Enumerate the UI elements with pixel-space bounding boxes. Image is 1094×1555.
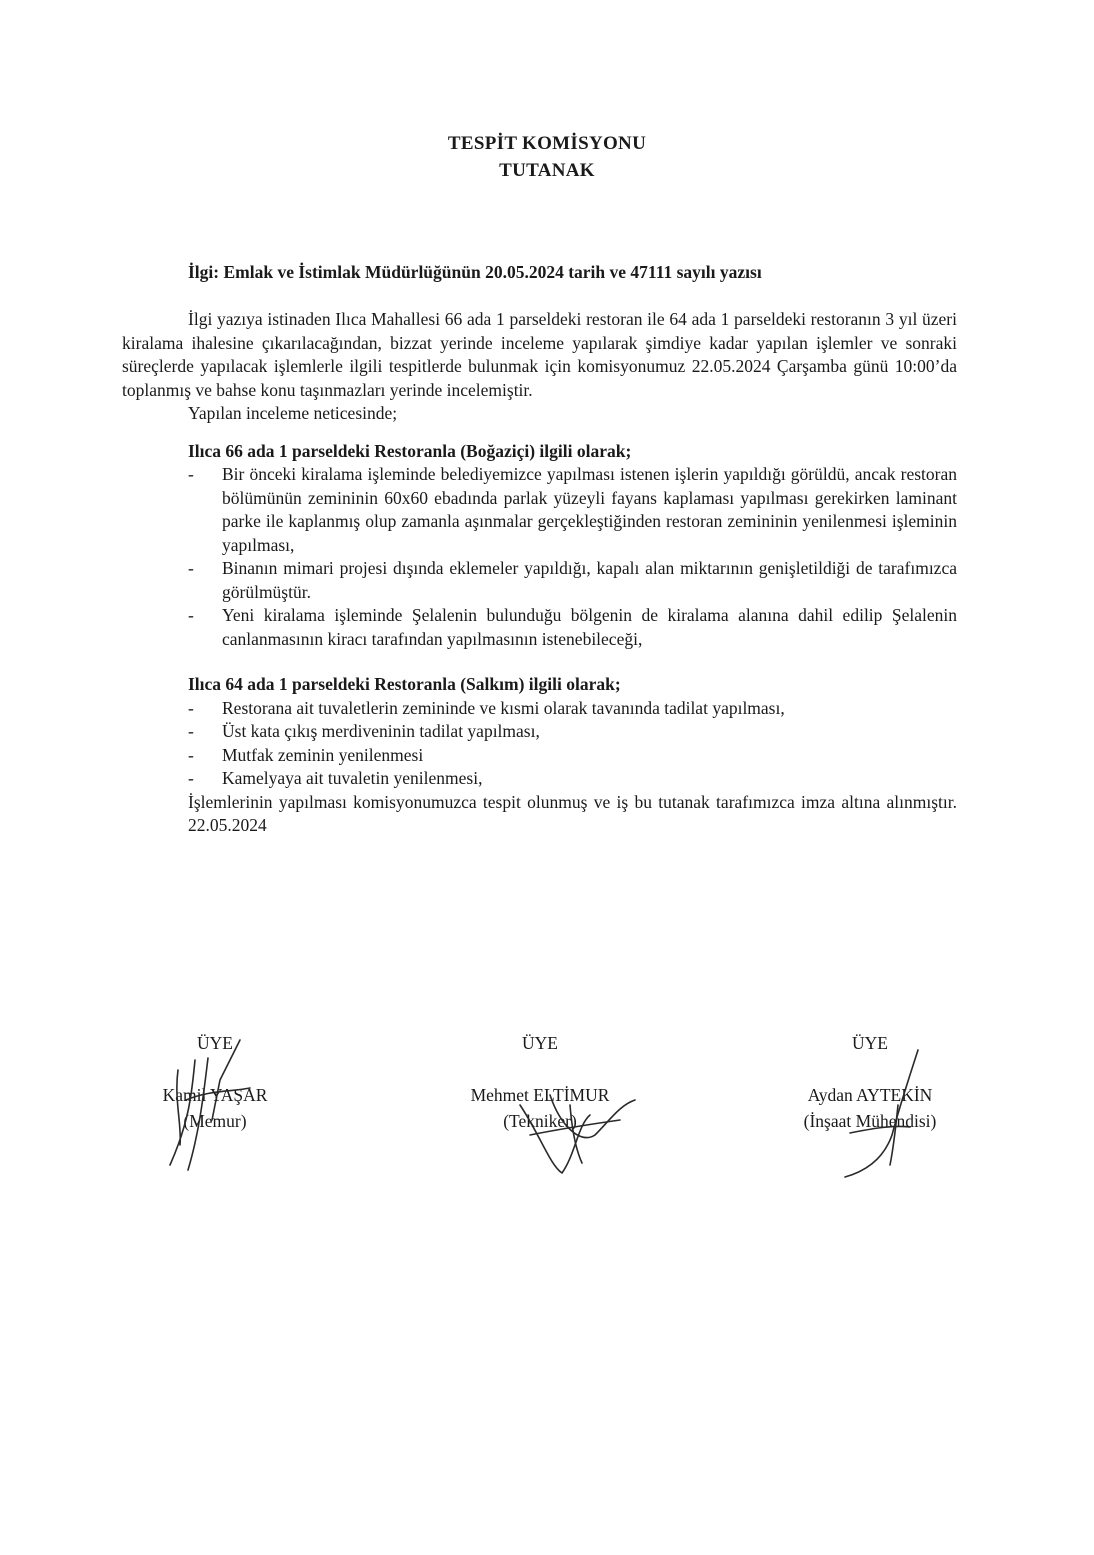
signature-title: (Memur) (183, 1111, 247, 1131)
signature-title: (Tekniker) (503, 1111, 577, 1131)
section-1-list (122, 463, 957, 651)
list-item: - Bir önceki kiralama işleminde belediyemizce yapılması istenen işlerin yapıldığı görüldü, ancak restoran bölümünün zemininin 60x60 ebadında parlak yüzeyli fayans kaplaması yapılması gerekirken laminant parke ile kaplanmış olup zamanla aşınmalar gerçekleştiğinden restoran zemininin yenilenmesi işleminin yapılması, (188, 464, 957, 555)
handwritten-signature-2 (500, 1075, 650, 1185)
list-item: - Binanın mimari projesi dışında eklemeler yapıldığı, kapalı alan miktarının genişletildiği de tarafımızca görülmüştür. (188, 558, 957, 602)
document-body (122, 308, 957, 838)
result-intro: Yapılan inceleme neticesinde; (188, 403, 398, 423)
signature-role: ÜYE (522, 1033, 558, 1053)
handwritten-signature-1 (140, 1030, 280, 1180)
signature-name: Kamil YAŞAR (162, 1085, 268, 1105)
list-dash: - (188, 605, 194, 625)
title-line-1: TESPİT KOMİSYONU (447, 133, 647, 154)
section-2-list (122, 697, 957, 791)
section-1-heading: Ilıca 66 ada 1 parseldeki Restoranla (Boğaziçi) ilgili olarak; (188, 440, 632, 461)
signature-title: (İnşaat Mühendisi) (803, 1111, 937, 1131)
title-line-2: TUTANAK (499, 160, 595, 181)
list-item: - Kamelyaya ait tuvaletin yenilenmesi, (188, 767, 957, 791)
reference-line: İlgi: Emlak ve İstimlak Müdürlüğünün 20.05.2024 tarih ve 47111 sayılı yazısı (188, 262, 762, 282)
list-dash: - (188, 464, 194, 484)
list-dash: - (188, 558, 194, 578)
closing-paragraph: İşlemlerinin yapılması komisyonumuzca tespit olunmuş ve iş bu tutanak tarafımızca imza altına alınmıştır. 22.05.2024 (188, 791, 957, 835)
list-item: - Mutfak zeminin yenilenmesi (188, 744, 957, 768)
section-2-heading: Ilıca 64 ada 1 parseldeki Restoranla (Salkım) ilgili olarak; (188, 674, 621, 694)
intro-paragraph: İlgi yazıya istinaden Ilıca Mahallesi 66 ada 1 parseldeki restoran ile 64 ada 1 parseldeki restoranın 3 yıl üzeri kiralama ihalesine çıkarılacağından, bizzat yerinde inceleme yapılarak şimdiye kadar yapılan işlemler ve sonraki süreçlerde yapılacak işlemlerle ilgili tespitlerde bulunmak için komisyonumuz 22.05.2024 Çarşamba günü 10:00’da toplanmış ve bahse konu taşınmazları yerinde incelemiştir. (122, 309, 957, 400)
signature-name: Aydan AYTEKİN (807, 1085, 933, 1105)
list-dash: - (188, 744, 194, 765)
handwritten-signature-3 (830, 1045, 930, 1185)
document-title (0, 130, 1094, 184)
list-item: - Üst kata çıkış merdiveninin tadilat yapılması, (188, 720, 957, 744)
signature-role: ÜYE (852, 1033, 888, 1053)
list-dash: - (188, 721, 194, 741)
list-item: - Restorana ait tuvaletlerin zemininde ve kısmi olarak tavanında tadilat yapılması, (188, 697, 957, 721)
list-dash: - (188, 697, 194, 718)
signature-role: ÜYE (197, 1033, 233, 1053)
list-dash: - (188, 768, 194, 788)
signature-name: Mehmet ELTİMUR (470, 1085, 610, 1105)
list-item: - Yeni kiralama işleminde Şelalenin bulunduğu bölgenin de kiralama alanına dahil edilip Şelalenin canlanmasının kiracı tarafından yapılmasının istenebileceği, (188, 605, 957, 649)
